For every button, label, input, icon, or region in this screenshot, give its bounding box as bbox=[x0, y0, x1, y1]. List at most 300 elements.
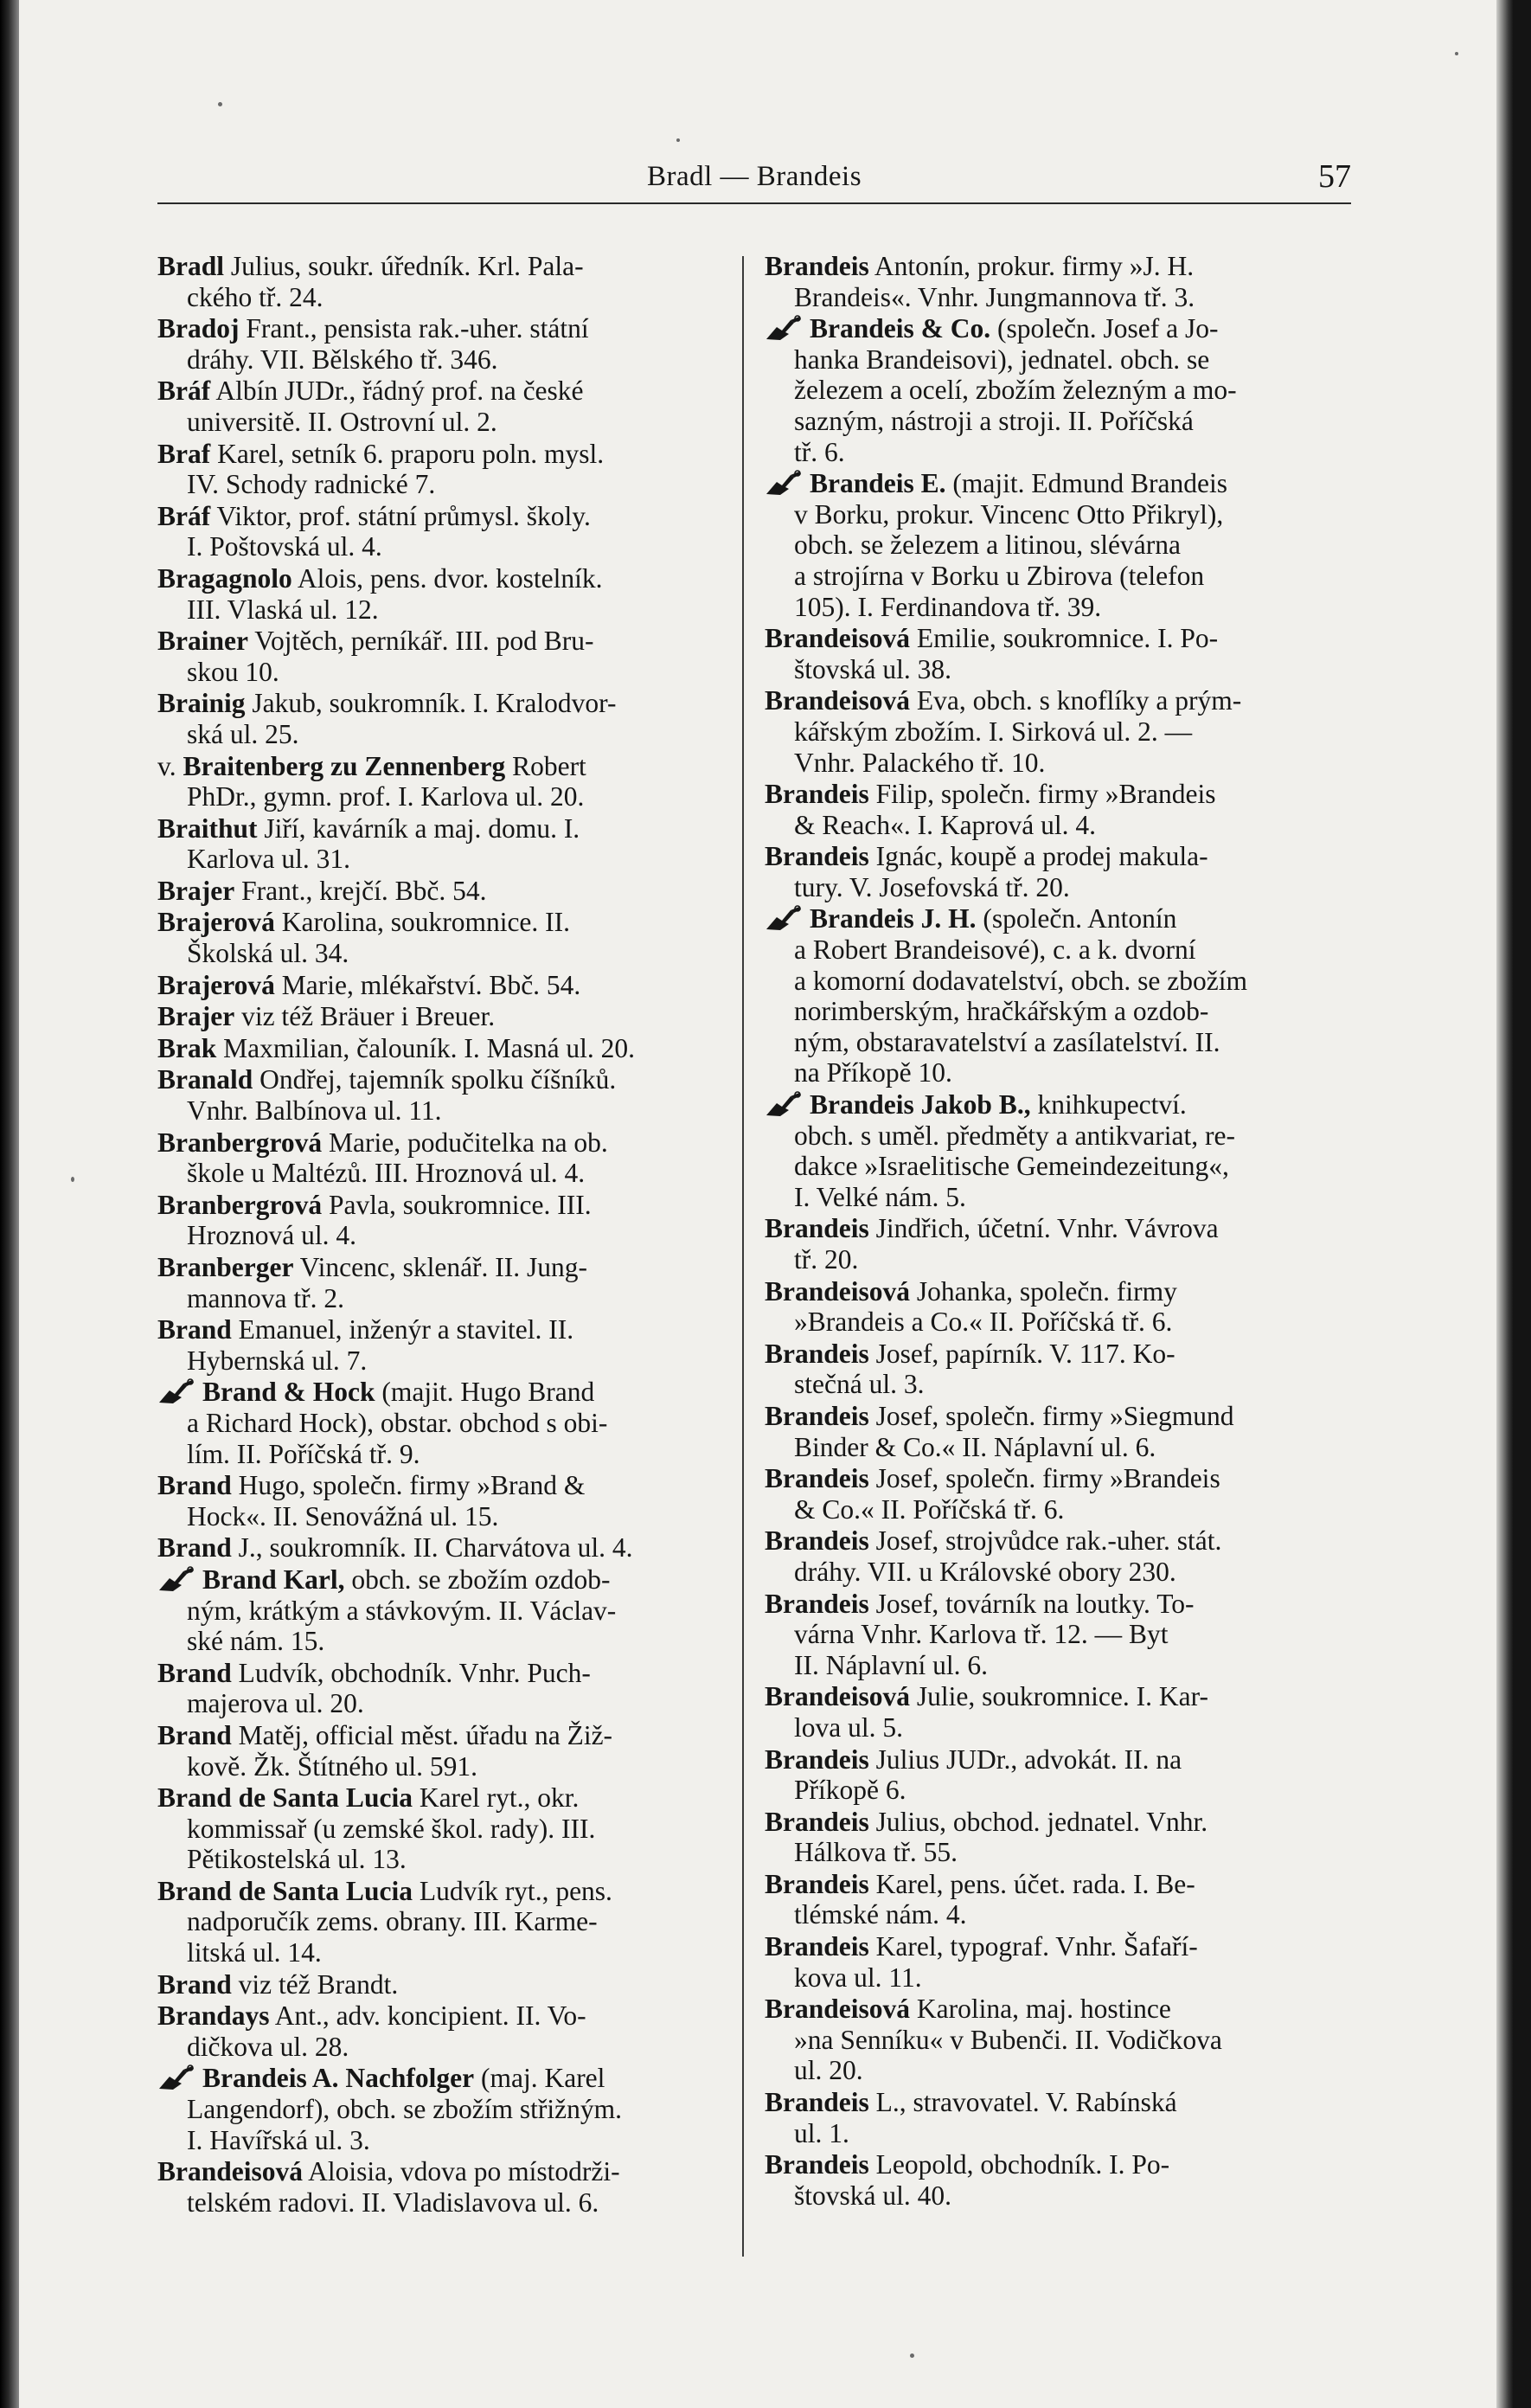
entry-first-line bbox=[157, 813, 730, 844]
entry-text: Frant., krejčí. Bbč. 54. bbox=[241, 875, 487, 906]
directory-entry bbox=[765, 623, 1337, 684]
directory-entry bbox=[157, 688, 730, 749]
entry-text: knihkupectví. bbox=[1037, 1089, 1187, 1121]
directory-entry bbox=[765, 1089, 1337, 1212]
directory-entry bbox=[157, 1876, 730, 1968]
entry-first-line bbox=[765, 1339, 1337, 1370]
directory-entry bbox=[765, 468, 1337, 622]
directory-entry bbox=[765, 1276, 1337, 1338]
entry-continuation-line: I. Havířská ul. 3. bbox=[187, 2124, 370, 2155]
entry-continuation-line: lím. II. Poříčská tř. 9. bbox=[187, 1438, 420, 1469]
entry-headword: Brandeis Jakob B., bbox=[810, 1089, 1031, 1121]
directory-entry bbox=[157, 1064, 730, 1126]
directory-entry bbox=[157, 2000, 730, 2062]
entry-text: Hugo, společn. firmy »Brand & bbox=[238, 1470, 586, 1501]
pointing-hand-icon bbox=[765, 1091, 803, 1117]
entry-text: Eva, obch. s knoflíky a prým- bbox=[916, 685, 1242, 716]
entry-headword: Brajerová bbox=[157, 907, 275, 938]
entry-headword: Brak bbox=[157, 1032, 217, 1063]
directory-entry bbox=[765, 2087, 1337, 2148]
entry-first-line bbox=[157, 1252, 730, 1283]
entry-continuation-line: Hock«. II. Senovážná ul. 15. bbox=[187, 1500, 499, 1531]
entry-text: Josef, továrník na loutky. To- bbox=[875, 1588, 1195, 1619]
entry-text: Robert bbox=[512, 750, 586, 781]
entry-first-line bbox=[765, 1401, 1337, 1432]
entry-continuation-line: »na Senníku« v Bubenči. II. Vodičkova bbox=[794, 2024, 1222, 2055]
entry-text: Aloisia, vdova po místodrži- bbox=[308, 2156, 620, 2187]
directory-entry bbox=[157, 251, 730, 312]
entry-first-line bbox=[157, 751, 730, 782]
entry-first-line bbox=[157, 688, 730, 719]
entry-first-line bbox=[157, 1314, 730, 1345]
entry-first-line bbox=[765, 1807, 1337, 1838]
entry-continuation-line: Binder & Co.« II. Náplavní ul. 6. bbox=[794, 1431, 1156, 1462]
entry-text: L., stravovatel. V. Rabínská bbox=[875, 2087, 1177, 2118]
entry-first-line bbox=[157, 1969, 730, 2000]
entry-headword: Brand & Hock bbox=[202, 1377, 375, 1408]
entry-first-line bbox=[157, 1127, 730, 1159]
entry-text: Vojtěch, perníkář. III. pod Bru- bbox=[254, 626, 594, 657]
entry-headword: Brandeis bbox=[765, 251, 869, 281]
left-column bbox=[157, 251, 730, 2219]
pointing-hand-icon bbox=[157, 2064, 195, 2090]
entry-continuation-line: II. Náplavní ul. 6. bbox=[794, 1649, 988, 1680]
entry-continuation-line: majerova ul. 20. bbox=[187, 1688, 364, 1719]
entry-continuation-line: dráhy. VII. Bělského tř. 346. bbox=[187, 344, 498, 375]
entry-first-line bbox=[765, 623, 1337, 654]
directory-entry bbox=[157, 376, 730, 437]
entry-headword: Brandeis bbox=[765, 2149, 869, 2180]
directory-entry bbox=[157, 1190, 730, 1251]
entry-text: Alois, pens. dvor. kostelník. bbox=[297, 562, 603, 594]
directory-entry bbox=[157, 1252, 730, 1313]
entry-continuation-line: škole u Maltézů. III. Hroznová ul. 4. bbox=[187, 1158, 586, 1189]
entry-first-line bbox=[157, 313, 730, 344]
entry-text: Emilie, soukromnice. I. Po- bbox=[916, 623, 1219, 654]
entry-text: (maj. Karel bbox=[480, 2063, 605, 2094]
entry-headword: Brandeis E. bbox=[810, 468, 946, 499]
directory-entry bbox=[157, 2156, 730, 2218]
entry-first-line bbox=[765, 1994, 1337, 2025]
entry-headword: Brandeis bbox=[765, 1463, 869, 1494]
directory-entry bbox=[157, 563, 730, 625]
entry-continuation-line: dráhy. VII. u Královské obory 230. bbox=[794, 1556, 1176, 1587]
directory-entry bbox=[765, 251, 1337, 312]
entry-continuation-line: stečná ul. 3. bbox=[794, 1369, 925, 1400]
entry-first-line bbox=[157, 907, 730, 938]
entry-continuation-line: I. Velké nám. 5. bbox=[794, 1181, 966, 1212]
entry-continuation-line: dakce »Israelitische Gemeindezeitung«, bbox=[794, 1151, 1229, 1182]
directory-entry bbox=[157, 1720, 730, 1782]
entry-headword: Bráf bbox=[157, 500, 211, 531]
directory-entry bbox=[157, 1127, 730, 1189]
entry-continuation-line: Příkopě 6. bbox=[794, 1775, 906, 1806]
directory-entry bbox=[765, 1589, 1337, 1681]
entry-text: Karolina, soukromnice. II. bbox=[281, 907, 571, 938]
entry-continuation-line: Hálkova tř. 55. bbox=[794, 1837, 958, 1868]
entry-text: viz též Brandt. bbox=[238, 1968, 399, 2000]
entry-headword: Brand bbox=[157, 1470, 232, 1501]
entry-continuation-line: a Richard Hock), obstar. obchod s obi- bbox=[187, 1407, 608, 1438]
entry-headword: Branald bbox=[157, 1064, 253, 1095]
entry-text: (majit. Edmund Brandeis bbox=[952, 468, 1227, 499]
entry-headword: Brandays bbox=[157, 2000, 270, 2032]
book-spine-shadow bbox=[0, 0, 19, 2408]
entry-continuation-line: III. Vlaská ul. 12. bbox=[187, 594, 379, 625]
entry-first-line bbox=[765, 251, 1337, 282]
directory-entry bbox=[765, 1744, 1337, 1806]
entry-continuation-line: kářským zbožím. I. Sirková ul. 2. — bbox=[794, 716, 1193, 747]
entry-headword: Brandeis bbox=[765, 1213, 869, 1244]
entry-first-line bbox=[765, 1869, 1337, 1900]
directory-entry bbox=[157, 439, 730, 500]
entry-first-line bbox=[765, 1213, 1337, 1244]
entry-continuation-line: universitě. II. Ostrovní ul. 2. bbox=[187, 406, 497, 437]
directory-entry bbox=[157, 626, 730, 687]
page-number: 57 bbox=[1318, 158, 1351, 195]
entry-continuation-line: Školská ul. 34. bbox=[187, 938, 349, 969]
entry-headword: Brandeisová bbox=[765, 1994, 911, 2025]
entry-first-line bbox=[157, 501, 730, 532]
entry-headword: Brand de Santa Lucia bbox=[157, 1875, 413, 1906]
entry-continuation-line: mannova tř. 2. bbox=[187, 1282, 344, 1313]
directory-entry bbox=[157, 501, 730, 562]
directory-entry bbox=[765, 1931, 1337, 1993]
entry-continuation-line: ným, krátkým a stávkovým. II. Václav- bbox=[187, 1595, 617, 1626]
entry-headword: Bráf bbox=[157, 376, 211, 407]
entry-text: Josef, společn. firmy »Siegmund bbox=[875, 1400, 1234, 1431]
entry-first-line bbox=[157, 1564, 730, 1596]
directory-entry bbox=[157, 2063, 730, 2155]
entry-headword: Brandeis A. Nachfolger bbox=[202, 2063, 475, 2094]
entry-first-line bbox=[765, 841, 1337, 872]
scan-speck bbox=[71, 1177, 74, 1182]
entry-headword: Brandeisová bbox=[765, 685, 911, 716]
entry-continuation-line: 105). I. Ferdinandova tř. 39. bbox=[794, 591, 1102, 622]
entry-first-line bbox=[765, 1089, 1337, 1121]
entry-headword: Brand bbox=[157, 1719, 232, 1750]
entry-text: Karolina, maj. hostince bbox=[916, 1994, 1171, 2025]
entry-continuation-line: v Borku, prokur. Vincenc Otto Přikryl), bbox=[794, 498, 1224, 530]
directory-entry bbox=[157, 1001, 730, 1032]
entry-text: Albín JUDr., řádný prof. na české bbox=[215, 376, 584, 407]
entry-headword: Brandeis & Co. bbox=[810, 313, 991, 344]
entry-text: Josef, společn. firmy »Brandeis bbox=[875, 1463, 1220, 1494]
directory-entry bbox=[765, 1401, 1337, 1462]
entry-first-line bbox=[157, 1064, 730, 1095]
entry-first-line bbox=[157, 1033, 730, 1064]
entry-text: Ant., adv. koncipient. II. Vo- bbox=[274, 2000, 586, 2032]
entry-text: Jakub, soukromník. I. Kralodvor- bbox=[252, 688, 617, 719]
directory-entry bbox=[765, 1807, 1337, 1868]
entry-headword: Braithut bbox=[157, 812, 258, 844]
directory-entry bbox=[157, 1377, 730, 1469]
entry-first-line bbox=[157, 626, 730, 657]
entry-first-line bbox=[157, 1876, 730, 1907]
entry-first-line bbox=[157, 563, 730, 594]
directory-entry bbox=[157, 907, 730, 968]
entry-continuation-line: & Reach«. I. Kaprová ul. 4. bbox=[794, 809, 1097, 840]
directory-entry bbox=[157, 970, 730, 1001]
entry-continuation-line: obch. se železem a litinou, slévárna bbox=[794, 530, 1181, 561]
entry-text: Jindřich, účetní. Vnhr. Vávrova bbox=[875, 1213, 1219, 1244]
entry-headword: Brandeis bbox=[765, 1338, 869, 1369]
entry-text: Filip, společn. firmy »Brandeis bbox=[875, 779, 1216, 810]
entry-first-line bbox=[157, 1377, 730, 1408]
pointing-hand-icon bbox=[765, 315, 803, 341]
directory-entry bbox=[157, 1033, 730, 1064]
entry-continuation-line: tury. V. Josefovská tř. 20. bbox=[794, 871, 1070, 902]
entry-first-line bbox=[157, 2063, 730, 2094]
entry-first-line bbox=[157, 376, 730, 407]
directory-entry bbox=[157, 313, 730, 375]
entry-continuation-line: dičkova ul. 28. bbox=[187, 2031, 349, 2062]
entry-headword: Brandeisová bbox=[765, 1681, 911, 1712]
page-title: Bradl — Brandeis bbox=[646, 161, 862, 192]
entry-text: Marie, podučitelka na ob. bbox=[329, 1127, 608, 1158]
entry-first-line bbox=[157, 439, 730, 470]
entry-headword: Brandeis bbox=[765, 1743, 869, 1775]
entry-text: Karel, pens. účet. rada. I. Be- bbox=[875, 1868, 1195, 1899]
entry-text: Ondřej, tajemník spolku číšníků. bbox=[259, 1064, 617, 1095]
entry-text: Ignác, koupě a prodej makula- bbox=[875, 841, 1208, 872]
directory-entry bbox=[765, 1213, 1337, 1275]
entry-headword: Brand Karl, bbox=[202, 1564, 345, 1595]
entry-headword: Brandeisová bbox=[765, 623, 911, 654]
entry-continuation-line: ckého tř. 24. bbox=[187, 281, 323, 312]
directory-entry bbox=[765, 903, 1337, 1088]
entry-continuation-line: a strojírna v Borku u Zbirova (telefon bbox=[794, 560, 1205, 591]
entry-continuation-line: skou 10. bbox=[187, 656, 279, 687]
entry-continuation-line: Brandeis«. Vnhr. Jungmannova tř. 3. bbox=[794, 281, 1195, 312]
entry-continuation-line: tř. 6. bbox=[794, 436, 845, 467]
entry-continuation-line: Vnhr. Balbínova ul. 11. bbox=[187, 1095, 442, 1127]
entry-first-line bbox=[765, 1276, 1337, 1307]
entry-first-line bbox=[157, 2000, 730, 2032]
entry-text: Matěj, official měst. úřadu na Žiž- bbox=[238, 1719, 613, 1750]
entry-headword: Brandeisová bbox=[157, 2156, 304, 2187]
directory-entry bbox=[765, 1994, 1337, 2086]
entry-headword: Brainer bbox=[157, 626, 248, 657]
directory-entry bbox=[157, 1782, 730, 1875]
entry-continuation-line: lova ul. 5. bbox=[794, 1711, 903, 1743]
entry-continuation-line: Hybernská ul. 7. bbox=[187, 1345, 368, 1376]
entry-headword: Brand bbox=[157, 1314, 232, 1345]
entry-first-line bbox=[765, 468, 1337, 499]
directory-entry bbox=[765, 685, 1337, 778]
entry-text: Karel ryt., okr. bbox=[419, 1782, 580, 1814]
entry-continuation-line: telském radovi. II. Vladislavova ul. 6. bbox=[187, 2186, 599, 2218]
entry-first-line bbox=[765, 1681, 1337, 1712]
entry-continuation-line: ská ul. 25. bbox=[187, 718, 299, 749]
entry-continuation-line: kova ul. 11. bbox=[794, 1962, 922, 1993]
entry-text: Emanuel, inženýr a stavitel. II. bbox=[238, 1314, 574, 1345]
entry-continuation-line: tř. 20. bbox=[794, 1244, 859, 1275]
entry-text: Julius, soukr. úředník. Krl. Pala- bbox=[230, 251, 584, 281]
entry-continuation-line: na Příkopě 10. bbox=[794, 1057, 952, 1088]
entry-text: Josef, strojvůdce rak.-uher. stát. bbox=[875, 1525, 1222, 1557]
entry-continuation-line: obch. s uměl. předměty a antikvariat, re- bbox=[794, 1120, 1235, 1151]
entry-headword: Branbergrová bbox=[157, 1189, 323, 1220]
entry-text: Vincenc, sklenář. II. Jung- bbox=[299, 1252, 588, 1282]
directory-entry bbox=[765, 779, 1337, 840]
entry-first-line bbox=[157, 1782, 730, 1814]
entry-first-line bbox=[765, 1525, 1337, 1557]
entry-text: J., soukromník. II. Charvátova ul. 4. bbox=[238, 1532, 633, 1564]
entry-text: Johanka, společn. firmy bbox=[916, 1275, 1177, 1307]
entry-headword: Brand de Santa Lucia bbox=[157, 1782, 413, 1814]
entry-headword: Brandeis bbox=[765, 1931, 869, 1962]
entry-first-line bbox=[765, 1931, 1337, 1962]
entry-text: (společn. Josef a Jo- bbox=[997, 313, 1219, 344]
directory-entry bbox=[765, 1869, 1337, 1930]
entry-first-line bbox=[157, 251, 730, 282]
entry-first-line bbox=[765, 1463, 1337, 1494]
entry-first-line bbox=[157, 970, 730, 1001]
entry-continuation-line: sazným, nástroji a stroji. II. Poříčská bbox=[794, 405, 1194, 436]
entry-text: Pavla, soukromnice. III. bbox=[329, 1189, 592, 1220]
entry-headword: Brandeis bbox=[765, 779, 869, 810]
directory-entry bbox=[765, 313, 1337, 467]
pointing-hand-icon bbox=[157, 1566, 195, 1592]
scan-speck bbox=[1455, 52, 1458, 55]
scan-speck bbox=[676, 138, 680, 142]
entry-text: Viktor, prof. státní průmysl. školy. bbox=[216, 500, 591, 531]
entry-text: Marie, mlékařství. Bbč. 54. bbox=[281, 969, 581, 1000]
entry-continuation-line: I. Poštovská ul. 4. bbox=[187, 531, 382, 562]
entry-continuation-line: Langendorf), obch. se zbožím střižným. bbox=[187, 2094, 622, 2125]
entry-text: Karel, setník 6. praporu poln. mysl. bbox=[217, 438, 605, 469]
entry-headword: Brandeis bbox=[765, 1868, 869, 1899]
scan-speck bbox=[910, 2353, 914, 2358]
header-rule bbox=[157, 202, 1351, 204]
entry-continuation-line: kově. Žk. Štítného ul. 591. bbox=[187, 1750, 477, 1782]
entry-first-line bbox=[157, 876, 730, 907]
entry-first-line bbox=[765, 2149, 1337, 2180]
entry-continuation-line: tlémské nám. 4. bbox=[794, 1899, 967, 1930]
pointing-hand-icon bbox=[765, 470, 803, 496]
entry-first-line bbox=[157, 1190, 730, 1221]
entry-continuation-line: & Co.« II. Poříčská tř. 6. bbox=[794, 1493, 1065, 1525]
entry-continuation-line: železem a ocelí, zbožím železným a mo- bbox=[794, 375, 1237, 406]
entry-headword: Brainig bbox=[157, 688, 246, 719]
pointing-hand-icon bbox=[765, 905, 803, 931]
entry-prefix: v. bbox=[157, 750, 176, 781]
directory-entry bbox=[157, 751, 730, 812]
directory-entry bbox=[157, 1470, 730, 1531]
entry-headword: Branbergrová bbox=[157, 1127, 323, 1158]
entry-continuation-line: nadporučík zems. obrany. III. Karme- bbox=[187, 1906, 598, 1937]
entry-text: obch. se zbožím ozdob- bbox=[351, 1564, 611, 1595]
entry-continuation-line: Hroznová ul. 4. bbox=[187, 1220, 356, 1251]
scan-speck bbox=[218, 102, 222, 106]
directory-entry bbox=[765, 1525, 1337, 1587]
entry-headword: Bragagnolo bbox=[157, 562, 292, 594]
entry-headword: Brandeis bbox=[765, 1400, 869, 1431]
entry-text: Julius JUDr., advokát. II. na bbox=[875, 1743, 1182, 1775]
entry-first-line bbox=[765, 313, 1337, 344]
entry-first-line bbox=[765, 1589, 1337, 1620]
entry-text: viz též Bräuer i Breuer. bbox=[241, 1001, 496, 1032]
entry-continuation-line: kommissař (u zemské škol. rady). III. bbox=[187, 1813, 596, 1844]
entry-headword: Brandeis bbox=[765, 841, 869, 872]
entry-text: Karel, typograf. Vnhr. Šafaří- bbox=[875, 1931, 1198, 1962]
directory-entry bbox=[157, 1532, 730, 1564]
entry-headword: Branberger bbox=[157, 1252, 294, 1282]
directory-entry bbox=[157, 813, 730, 875]
entry-text: Jiří, kavárník a maj. domu. I. bbox=[264, 812, 580, 844]
entry-text: Frant., pensista rak.-uher. státní bbox=[246, 313, 589, 344]
entry-first-line bbox=[157, 2156, 730, 2187]
directory-entry bbox=[765, 1681, 1337, 1743]
pointing-hand-icon bbox=[157, 1378, 195, 1404]
entry-first-line bbox=[765, 903, 1337, 934]
entry-continuation-line: a Robert Brandeisové), c. a k. dvorní bbox=[794, 934, 1196, 966]
entry-text: Ludvík, obchodník. Vnhr. Puch- bbox=[238, 1657, 591, 1688]
entry-headword: Brandeis bbox=[765, 1806, 869, 1837]
entry-headword: Bradl bbox=[157, 251, 225, 281]
entry-text: (společn. Antonín bbox=[983, 903, 1177, 934]
entry-continuation-line: »Brandeis a Co.« II. Poříčská tř. 6. bbox=[794, 1307, 1173, 1338]
entry-first-line bbox=[765, 2087, 1337, 2118]
entry-headword: Brajerová bbox=[157, 969, 275, 1000]
entry-continuation-line: Vnhr. Palackého tř. 10. bbox=[794, 747, 1046, 778]
entry-first-line bbox=[765, 1744, 1337, 1775]
entry-headword: Brandeisová bbox=[765, 1275, 911, 1307]
directory-entry bbox=[157, 1658, 730, 1719]
entry-continuation-line: ným, obstaravatelství a zasílatelství. II. bbox=[794, 1026, 1220, 1057]
entry-first-line bbox=[157, 1532, 730, 1564]
column-divider bbox=[742, 256, 744, 2257]
entry-headword: Bradoj bbox=[157, 313, 240, 344]
directory-entry bbox=[765, 1463, 1337, 1525]
page-edge-shadow bbox=[1496, 0, 1514, 2408]
entry-text: Maxmilian, čalouník. I. Masná ul. 20. bbox=[223, 1032, 636, 1063]
entry-continuation-line: štovská ul. 40. bbox=[794, 2180, 952, 2211]
entry-text: Julie, soukromnice. I. Kar- bbox=[916, 1681, 1208, 1712]
directory-entry bbox=[765, 2149, 1337, 2211]
entry-continuation-line: norimberským, hračkářským a ozdob- bbox=[794, 996, 1209, 1027]
entry-headword: Brajer bbox=[157, 1001, 235, 1032]
directory-entry bbox=[157, 1564, 730, 1657]
entry-first-line bbox=[765, 779, 1337, 810]
entry-text: Leopold, obchodník. I. Po- bbox=[875, 2149, 1170, 2180]
running-header bbox=[157, 154, 1351, 202]
directory-page bbox=[19, 0, 1514, 2408]
entry-continuation-line: ské nám. 15. bbox=[187, 1626, 325, 1657]
entry-headword: Brand bbox=[157, 1657, 232, 1688]
entry-continuation-line: Karlova ul. 31. bbox=[187, 844, 350, 875]
entry-first-line bbox=[157, 1001, 730, 1032]
entry-continuation-line: hanka Brandeisovi), jednatel. obch. se bbox=[794, 344, 1210, 375]
entry-headword: Braitenberg zu Zennenberg bbox=[183, 750, 506, 781]
entry-headword: Brandeis bbox=[765, 2087, 869, 2118]
entry-text: Ludvík ryt., pens. bbox=[419, 1875, 612, 1906]
right-column bbox=[765, 251, 1337, 2212]
entry-continuation-line: litská ul. 14. bbox=[187, 1937, 322, 1968]
entry-continuation-line: PhDr., gymn. prof. I. Karlova ul. 20. bbox=[187, 781, 585, 812]
directory-entry bbox=[157, 876, 730, 907]
entry-headword: Brand bbox=[157, 1532, 232, 1564]
entry-first-line bbox=[765, 685, 1337, 716]
entry-continuation-line: štovská ul. 38. bbox=[794, 653, 952, 684]
entry-headword: Brandeis J. H. bbox=[810, 903, 977, 934]
entry-continuation-line: várna Vnhr. Karlova tř. 12. — Byt bbox=[794, 1619, 1169, 1650]
entry-continuation-line: Pětikostelská ul. 13. bbox=[187, 1844, 407, 1875]
directory-entry bbox=[765, 1339, 1337, 1400]
directory-entry bbox=[765, 841, 1337, 902]
entry-text: Antonín, prokur. firmy »J. H. bbox=[874, 251, 1195, 281]
